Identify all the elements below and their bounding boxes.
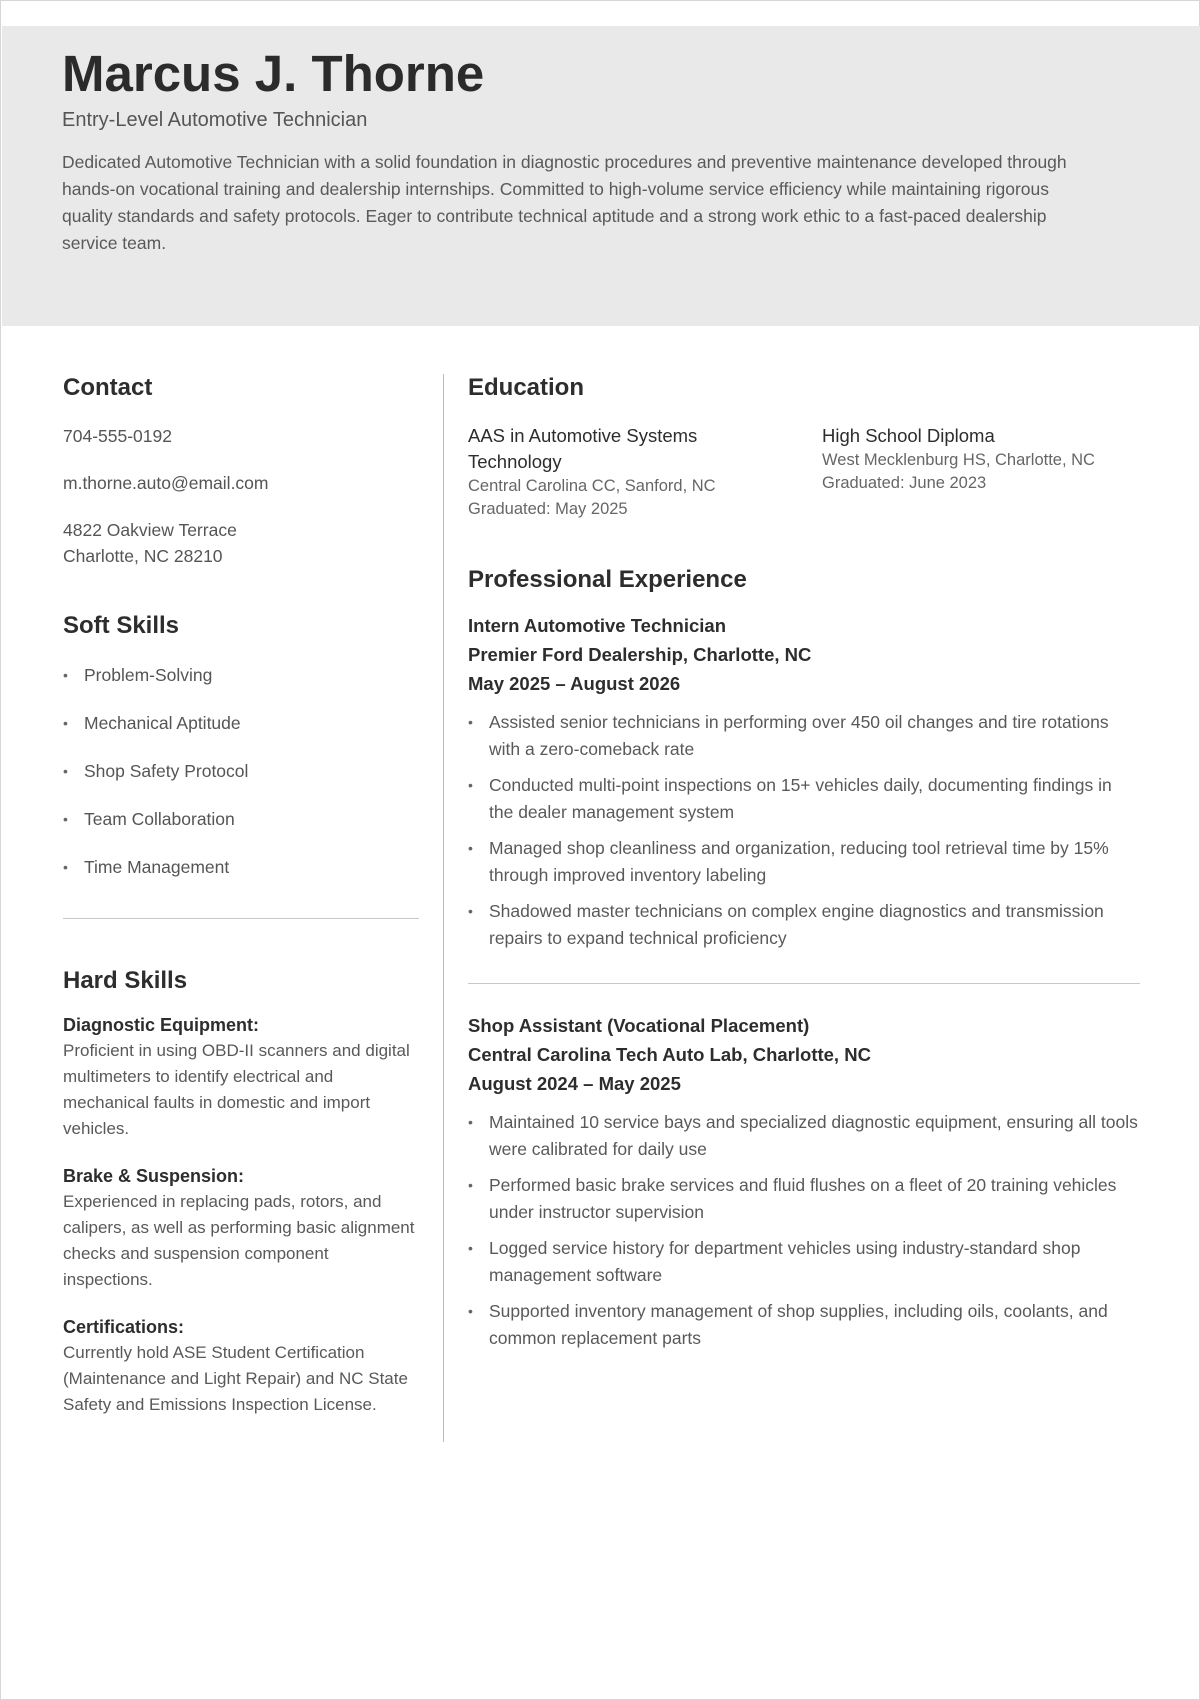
hard-skill-item (63, 1314, 419, 1418)
job-entry (468, 611, 1140, 952)
hard-skills-heading: Hard Skills (63, 967, 188, 994)
soft-skills-heading: Soft Skills (63, 612, 180, 639)
candidate-role: Entry-Level Automotive Technician (62, 109, 368, 131)
hard-skill-text: Currently hold ASE Student Certification (Maintenance and Light Repair) and NC State Safety and Emissions Inspection License. (63, 1343, 408, 1414)
education-date: Graduated: May 2025 (468, 500, 628, 518)
hard-skill-item (63, 1163, 419, 1293)
job-company: Central Carolina Tech Auto Lab, Charlotte, NC (468, 1044, 871, 1065)
hard-skill-text: Experienced in replacing pads, rotors, and calipers, as well as performing basic alignment checks and suspension component inspections. (63, 1192, 415, 1289)
contact-address-line2: Charlotte, NC 28210 (63, 546, 223, 566)
list-item: • Maintained 10 service bays and specialized diagnostic equipment, ensuring all tools were calibrated for daily use (468, 1109, 1140, 1163)
list-item: • Assisted senior technicians in performing over 450 oil changes and tire rotations with a zero-comeback rate (468, 709, 1140, 763)
list-item: • Performed basic brake services and fluid flushes on a fleet of 20 training vehicles under instructor supervision (468, 1172, 1140, 1226)
job-entry (468, 1011, 1140, 1352)
contact-email: m.thorne.auto@email.com (63, 473, 269, 493)
list-item: • Managed shop cleanliness and organization, reducing tool retrieval time by 15% through improved inventory labeling (468, 835, 1140, 889)
left-column (63, 373, 419, 1418)
list-item: • Shop Safety Protocol (63, 758, 419, 785)
education-item (822, 423, 1140, 521)
hard-skill-item (63, 1012, 419, 1142)
hard-skill-title: Diagnostic Equipment: (63, 1015, 260, 1035)
right-column (468, 373, 1140, 1352)
education-degree: AAS in Automotive Systems Technology (468, 425, 698, 472)
education-date: Graduated: June 2023 (822, 474, 987, 492)
list-item: • Time Management (63, 854, 419, 881)
job-dates: August 2024 – May 2025 (468, 1073, 681, 1094)
list-item: • Problem-Solving (63, 662, 419, 689)
list-item: • Mechanical Aptitude (63, 710, 419, 737)
contact-heading: Contact (63, 374, 153, 401)
education-item (468, 423, 822, 521)
experience-heading: Professional Experience (468, 566, 747, 593)
education-school: Central Carolina CC, Sanford, NC (468, 477, 716, 495)
hard-skill-title: Brake & Suspension: (63, 1166, 245, 1186)
contact-address-line1: 4822 Oakview Terrace (63, 520, 237, 540)
list-item: • Logged service history for department vehicles using industry-standard shop management software (468, 1235, 1140, 1289)
candidate-name: Marcus J. Thorne (62, 45, 485, 102)
job-bullets (468, 1109, 1140, 1352)
list-item: • Team Collaboration (63, 806, 419, 833)
contact-phone: 704-555-0192 (63, 426, 172, 446)
education-heading: Education (468, 374, 585, 401)
education-school: West Mecklenburg HS, Charlotte, NC (822, 451, 1095, 469)
hard-skill-text: Proficient in using OBD-II scanners and digital multimeters to identify electrical and mechanical faults in domestic and import vehicles. (63, 1041, 410, 1138)
job-dates: May 2025 – August 2026 (468, 673, 681, 694)
education-list (468, 423, 1140, 521)
list-item: • Conducted multi-point inspections on 15+ vehicles daily, documenting findings in the dealer management system (468, 772, 1140, 826)
job-title: Shop Assistant (Vocational Placement) (468, 1015, 810, 1036)
list-item: • Shadowed master technicians on complex engine diagnostics and transmission repairs to expand technical proficiency (468, 898, 1140, 952)
hard-skill-title: Certifications: (63, 1317, 185, 1337)
professional-summary: Dedicated Automotive Technician with a solid foundation in diagnostic procedures and preventive maintenance developed through hands-on vocational training and dealership internships. Committed to high-volume service efficiency while maintaining rigorous quality standards and safety protocols. Eager to contribute technical aptitude and a strong work ethic to a fast-paced dealership service team. (62, 152, 1067, 253)
soft-skills-list (63, 662, 419, 881)
job-bullets (468, 709, 1140, 952)
list-item: • Supported inventory management of shop supplies, including oils, coolants, and common replacement parts (468, 1298, 1140, 1352)
education-degree: High School Diploma (822, 425, 995, 446)
job-title: Intern Automotive Technician (468, 615, 726, 636)
job-company: Premier Ford Dealership, Charlotte, NC (468, 644, 812, 665)
column-divider (443, 374, 444, 1442)
